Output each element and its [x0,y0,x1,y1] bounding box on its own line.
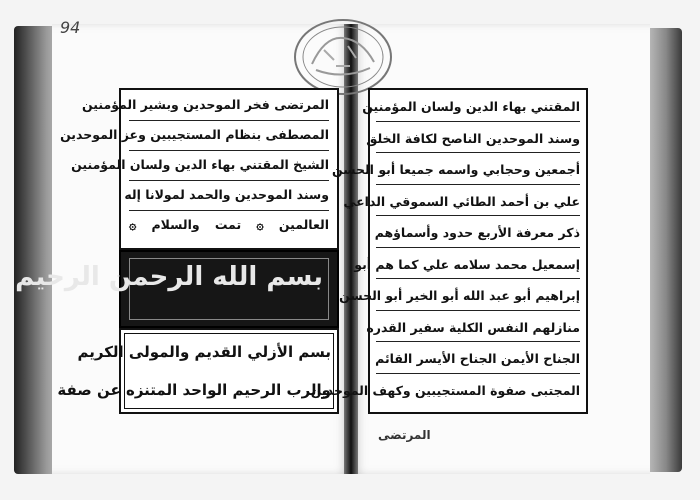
bismillah-block [57,328,339,414]
right-text-line: إسمعيل محمد سلامه علي كما هم أبو [376,252,580,280]
right-text-line: علي بن أحمد الطائي السموقي الداعي [376,189,580,217]
catchword: المرتضى [378,428,431,442]
bismillah-line: بسم الأزلي القديم والمولى الكريم [77,343,331,361]
bismillah-line: والرب الرحيم الواحد المتنزه عن صفة [57,381,331,399]
left-text-line: وسند الموحدين والحمد لمولانا إله [129,182,329,211]
folio-number: 94 [60,18,81,37]
left-text-line: المرتضى فخر الموحدين وبشير المؤمنين [129,92,329,121]
headpiece-inscription: بسم الله الرحمن الرحيم [15,262,323,292]
left-text-line: الشيخ المقتني بهاء الدين ولسان المؤمنين [129,152,329,181]
right-text-line: ذكر معرفة الأربع حدود وأسماؤهم [376,220,580,248]
illuminated-headpiece [15,250,339,328]
library-stamp-icon [290,16,396,98]
right-text-line: منازلهم النفس الكلية سفير القدره [376,315,580,343]
left-text-line: العالمين ۞ تمت والسلام ۞ [129,217,329,232]
left-text-line: المصطفى بنظام المستجيبين وعز الموحدين [129,122,329,151]
right-text-line: المقتني بهاء الدين ولسان المؤمنين [376,94,580,122]
left-text-block [60,88,339,250]
right-text-block [310,88,588,414]
right-text-line: إبراهيم أبو عبد الله أبو الخير أبو الحسن [376,283,580,311]
right-text-line: الجناح الأيمن الجناح الأيسر القائم [376,346,580,374]
right-text-line: أجمعين وحجابي واسمه جميعا أبو الحسن [376,157,580,185]
right-text-line: المجتبى صفوة المستجيبين وكهف الموحدين [310,382,580,398]
right-text-line: وسند الموحدين الناصح لكافة الخلق [376,126,580,154]
